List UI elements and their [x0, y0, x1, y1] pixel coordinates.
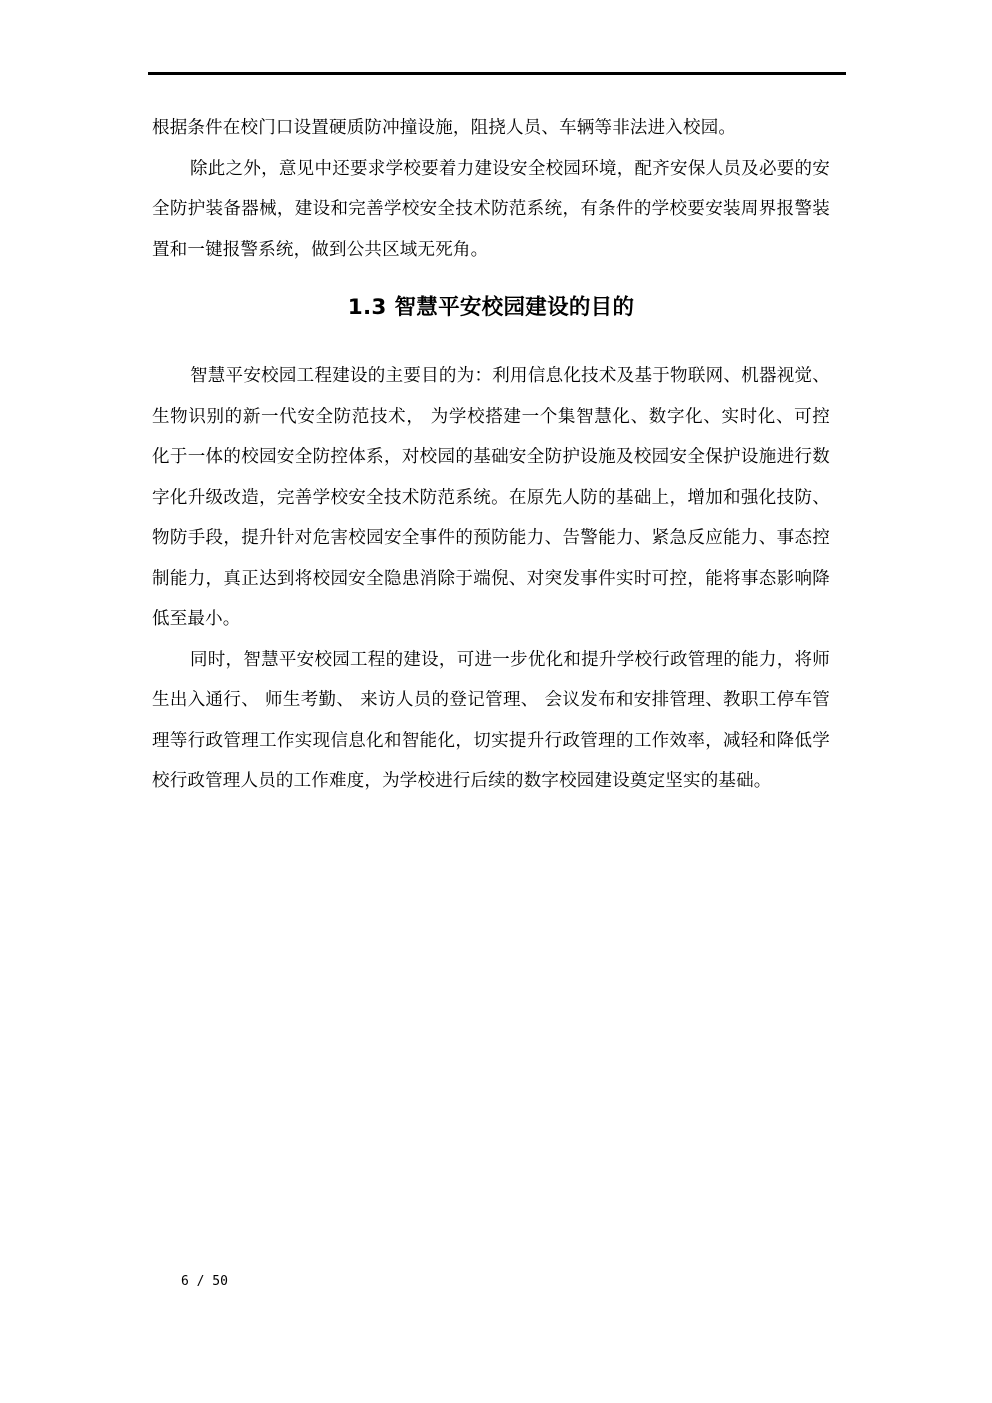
body-paragraph: 除此之外，意见中还要求学校要着力建设安全校园环境，配齐安保人员及必要的安全防护装备器械，建设和完善学校安全技术防范系统，有条件的学校要安装周界报警装置和一键报警系统，做到公共区域无死角。: [152, 158, 830, 260]
section-heading: 1.3 智慧平安校园建设的目的: [347, 295, 635, 320]
body-paragraph: 同时，智慧平安校园工程的建设，可进一步优化和提升学校行政管理的能力，将师生出入通行、 师生考勤、 来访人员的登记管理、 会议发布和安排管理、教职工停车管理等行政管理工作实现信息化和智能化，切实提升行政管理的工作效率，减轻和降低学校行政管理人员的工作难度，为学校进行后续的数字校园建设奠定坚实的基础。: [152, 649, 830, 791]
body-paragraph: 根据条件在校门口设置硬质防冲撞设施，阻挠人员、车辆等非法进入校园。: [152, 118, 737, 138]
page-body: [152, 108, 830, 802]
body-paragraph: 智慧平安校园工程建设的主要目的为：利用信息化技术及基于物联网、机器视觉、生物识别的新一代安全防范技术， 为学校搭建一个集智慧化、数字化、实时化、可控化于一体的校园安全防控体系，对校园的基础安全防护设施及校园安全保护设施进行数字化升级改造，完善学校安全技术防范系统。在原先人防的基础上，增加和强化技防、物防手段，提升针对危害校园安全事件的预防能力、告警能力、紧急反应能力、事态控制能力，真正达到将校园安全隐患消除于端倪、对突发事件实时可控，能将事态影响降低至最小。: [152, 366, 830, 629]
header-rule: [148, 72, 846, 75]
page-number: 6 / 50: [181, 1274, 228, 1289]
